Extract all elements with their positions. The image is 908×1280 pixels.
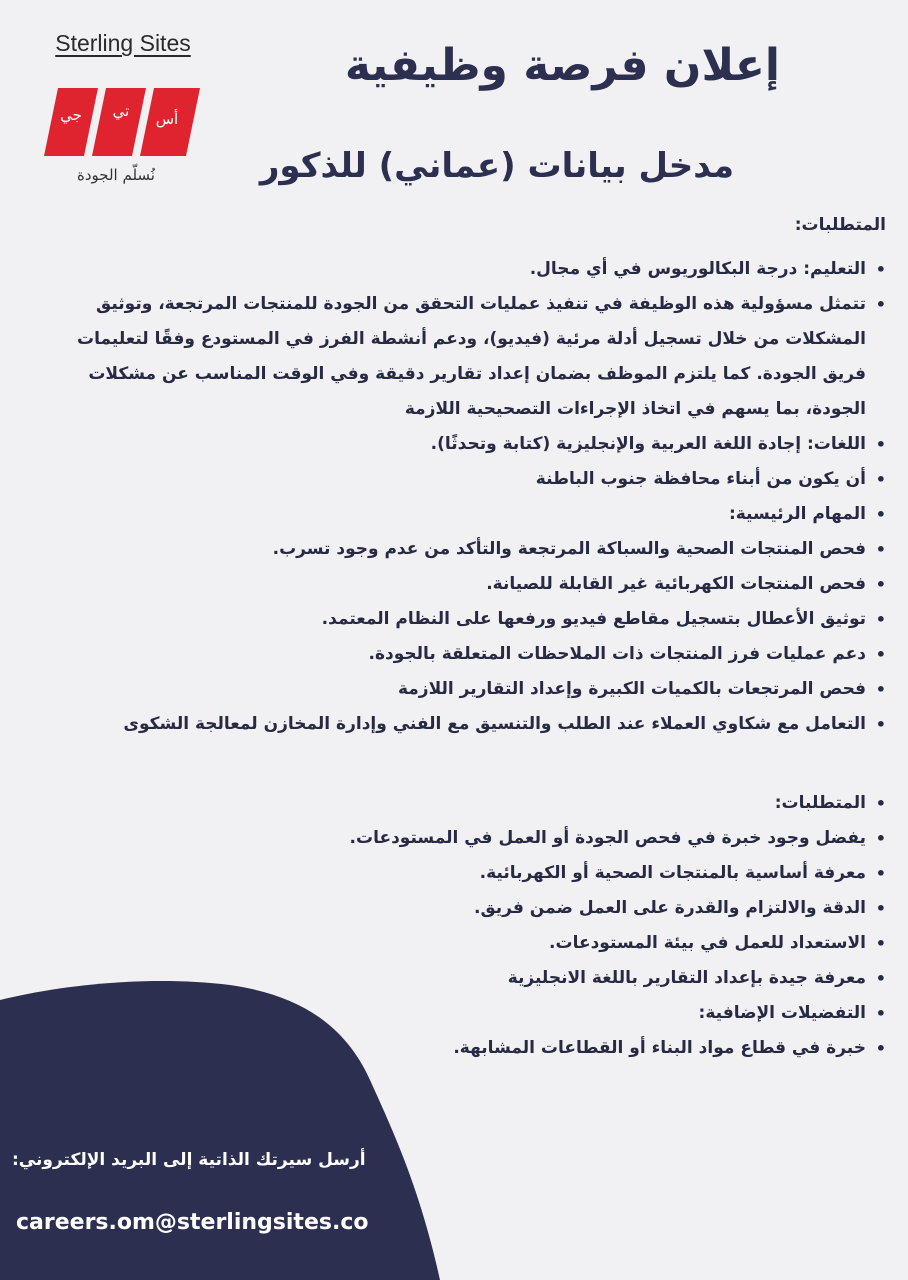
job-subtitle: مدخل بيانات (عماني) للذكور <box>259 146 734 186</box>
list-item: • التعليم: درجة البكالوريوس في أي مجال. <box>40 252 886 287</box>
brand-tagline: نُسلّم الجودة <box>77 166 155 184</box>
brand-block <box>38 30 208 57</box>
contact-label: أرسل سيرتك الذاتية إلى البريد الإلكتروني: <box>12 1150 366 1170</box>
additional-requirements-list <box>40 786 886 1066</box>
list-item: • دعم عمليات فرز المنتجات ذات الملاحظات المتعلقة بالجودة. <box>40 637 886 672</box>
list-item: • معرفة جيدة بإعداد التقارير باللغة الانجليزية <box>40 961 886 996</box>
list-item: • الاستعداد للعمل في بيئة المستودعات. <box>40 926 886 961</box>
logo-letter-1: أس <box>155 110 179 128</box>
list-item: • تتمثل مسؤولية هذه الوظيفة في تنفيذ عمليات التحقق من الجودة للمنتجات المرتجعة، وتوثيق المشكلات من خلال تسجيل أدلة مرئية (فيديو)، ودعم أنشطة الفرز في المستودع وفقًا لتعليمات فريق الجودة. كما يلتزم الموظف بضمان إعداد تقارير دقيقة وفي الوقت المناسب عن مشكلات الجودة، بما يسهم في اتخاذ الإجراءات التصحيحية اللازمة <box>40 287 886 427</box>
list-item: • اللغات: إجادة اللغة العربية والإنجليزية (كتابة وتحدثًا). <box>40 427 886 462</box>
page-title: إعلان فرصة وظيفية <box>344 40 780 91</box>
list-item: • التعامل مع شكاوي العملاء عند الطلب والتنسيق مع الفني وإدارة المخازن لمعالجة الشكوى <box>40 707 886 742</box>
job-details <box>40 212 886 1066</box>
list-item: • الدقة والالتزام والقدرة على العمل ضمن فريق. <box>40 891 886 926</box>
list-item: • خبرة في قطاع مواد البناء أو القطاعات المشابهة. <box>40 1031 886 1066</box>
list-item: • فحص المنتجات الصحية والسباكة المرتجعة والتأكد من عدم وجود تسرب. <box>40 532 886 567</box>
brand-name[interactable]: Sterling Sites <box>55 30 191 56</box>
contact-email-link[interactable]: careers.om@sterlingsites.co <box>16 1210 369 1235</box>
list-item: • فحص المرتجعات بالكميات الكبيرة وإعداد التقارير اللازمة <box>40 672 886 707</box>
logo-letter-2: تي <box>112 102 130 120</box>
requirements-heading: المتطلبات: <box>794 215 886 235</box>
list-item: • توثيق الأعطال بتسجيل مقاطع فيديو ورفعها على النظام المعتمد. <box>40 602 886 637</box>
list-item: • أن يكون من أبناء محافظة جنوب الباطنة <box>40 462 886 497</box>
list-item: • المهام الرئيسية: <box>40 497 886 532</box>
company-logo <box>44 86 200 158</box>
logo-letter-3: جي <box>60 106 82 124</box>
list-item: • المتطلبات: <box>40 786 886 821</box>
list-item: • يفضل وجود خبرة في فحص الجودة أو العمل في المستودعات. <box>40 821 886 856</box>
list-item: • فحص المنتجات الكهربائية غير القابلة للصيانة. <box>40 567 886 602</box>
list-item: • معرفة أساسية بالمنتجات الصحية أو الكهربائية. <box>40 856 886 891</box>
requirements-list <box>40 252 886 742</box>
list-item: • التفضيلات الإضافية: <box>40 996 886 1031</box>
